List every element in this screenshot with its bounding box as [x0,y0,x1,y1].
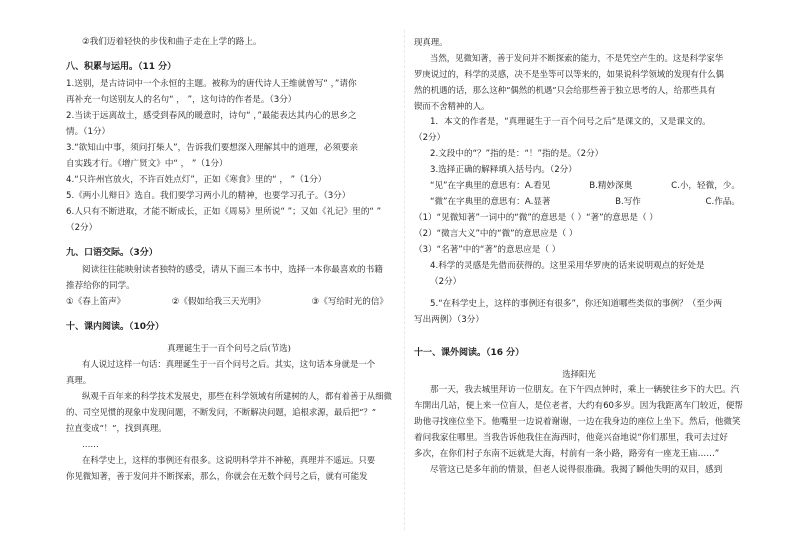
sub-question: （1）“见微知著”一词中的“微”的意思是（ ）“著”的意思是（ ） [414,213,658,223]
definition-item: C.作品。 [705,197,740,207]
question-line: （2分） [430,277,462,287]
definition-item: B.写作 [615,197,641,207]
definition-row [414,178,744,194]
s8-line: 再补充一句送别友人的名句“ ， ”，这句诗的作者是。（3分） [66,95,297,105]
passage-line: 锲而不舍精神的人。 [414,101,490,111]
column-divider [404,30,405,530]
passage-line: 罗庚说过的，科学的灵感，决不是坐等可以等来的，如果说科学领域的发现有什么偶 [414,69,724,79]
intro-line: ②我们迈着轻快的步伐和曲子走在上学的路上。 [82,37,262,47]
question-line: 4.科学的灵感是先借而获得的。这里采用华罗庚的话来说明观点的好处是 [430,261,705,271]
story-line: 多次，在你们村子东南不远就是大海，村前有一条小路，路旁有一座龙王庙……” [414,449,720,459]
definition-item: “微”在字典里的意思有：A.显著 [430,197,551,207]
question-line: （2分） [414,133,446,143]
story-line: 着问我家住哪里。当我告诉他我住在海西时，他竟兴奋地说“你们那里，我可去过好 [414,433,728,443]
story-line: 助他寻找座位坐下。他嘴里一边说着谢谢，一边在我身边的座位上坐下。然后，他微笑 [414,417,741,427]
definition-item: B.精妙深奥 [589,181,633,191]
book-option: ②《假如给我三天光明》 [171,297,266,307]
passage-line: 纵观千百年来的科学技术发展史，那些在科学领域有所建树的人，都有着善于从细微 [82,391,392,401]
question-line: 2.文段中的“？”指的是：“！”指的是。（2分） [430,149,604,159]
story-line: 那一天，我去城里拜访一位朋友。在下午四点钟时，乘上一辆驶往乡下的大巴。汽 [430,385,740,395]
passage-line: 现真理。 [414,37,448,47]
s8-line: 5.《两小儿辩日》选自。我们要学习两小儿的精神，也要学习孔子。（3分） [66,191,351,201]
passage-line: 拉直变成“！”，找到真理。 [66,423,167,433]
passage-line: 然的机遇的话，那么这种“偶然的机遇”只会给那些善于独立思考的人，给那些具有 [414,85,716,95]
section-9-heading: 九、口语交际。（3分） [66,248,158,258]
passage-title: 真理诞生于一百个问号之后(节选) [167,343,291,353]
passage-line: 真理。 [66,375,92,385]
passage-line: 在科学史上，这样的事例还有很多。这说明科学并不神秘，真理并不遥远。只要 [82,455,376,465]
s9-line: 阅读往往能映射读者独特的感受，请从下面三本书中，选择一本你最喜欢的书籍 [82,265,383,275]
definition-item: C.小，轻微，少。 [671,181,740,191]
s8-line: 4.“只许州官放火，不许百姓点灯”，正如《寒食》里的“ ， ”（1分） [66,175,327,185]
passage-line: 当然，见微知著，善于发问并不断探索的能力，不是凭空产生的。这是科学家华 [430,53,724,63]
left-column [66,34,392,484]
right-column [414,34,744,478]
definition-row [414,194,744,210]
story-line: 车開出几站，便上来一位盲人，是位老者，大约有60多岁。因为我距离车门较近，便帮 [414,401,743,411]
passage-line: 你见微知著，善于发问并不断探索，那么，你就会在无数个问号之后，就有可能发 [66,471,368,481]
s8-line: 1.送别，是古诗词中一个永恒的主题。被称为的唐代诗人王维就曾写“ ，”请你 [66,79,357,89]
sub-question: （2）“微言大义”中的“微”的意思应是（ ） [414,229,578,239]
s8-line: 3.“欲知山中事，须问打柴人”，告诉我们要想深入理解其中的道理，必须要亲 [66,143,359,153]
passage-line: 有人说过这样一句话：真理诞生于一百个问号之后。其实，这句话本身就是一个 [82,359,376,369]
s8-line: 2.当读于远离故土，感受到春风的暖意时，诗句“ ，”最能表达其内心的思乡之 [66,111,357,121]
s8-line: 自实践才行。《增广贤文》中“ ， ”（1分） [66,159,228,169]
question-line: 写出两例）（3分） [414,315,484,325]
story-title: 选择阳光 [562,369,596,379]
section-10-heading: 十、课内阅读。（10分） [66,322,165,332]
story-line: 尽管这已是多年前的情景，但老人说得很准确。我揭了瞬他失明的双目，感到 [430,465,723,475]
book-option: ③《写给时光的信》 [311,297,388,307]
sub-question: （3）“名著”中的“著”的意思应是（ ） [414,245,561,255]
s8-line: 情。（1分） [66,127,111,137]
question-line: 5.“在科学史上，这样的事例还有很多”，你还知道哪些类似的事例？（至少两 [430,299,723,309]
s9-line: 推荐给你的同学。 [66,281,135,291]
passage-line: …… [82,439,99,449]
passage-line: 的、司空见惯的现象中发现问题，不断发问，不断解决问题，追根求源，最后把“？” [66,407,377,417]
s8-line: 6.人只有不断进取，才能不断成长，正如《周易》里所说“ ”；又如《礼记》里的“ ” [66,207,382,217]
book-option: ①《春上笛声》 [66,297,126,307]
s8-line: （2分） [66,223,98,233]
book-options [66,294,392,310]
section-11-heading: 十一、课外阅读。（16 分） [414,348,525,358]
question-line: 1．本文的作者是，“真理诞生于一百个问号之后”是课文的，又是课文的。 [430,117,711,127]
section-8-heading: 八、积累与运用。（11 分） [66,62,177,72]
definition-item: “见”在字典里的意思有：A.看见 [430,181,551,191]
question-line: 3.选择正确的解释填入括号内。（2分） [430,165,577,175]
